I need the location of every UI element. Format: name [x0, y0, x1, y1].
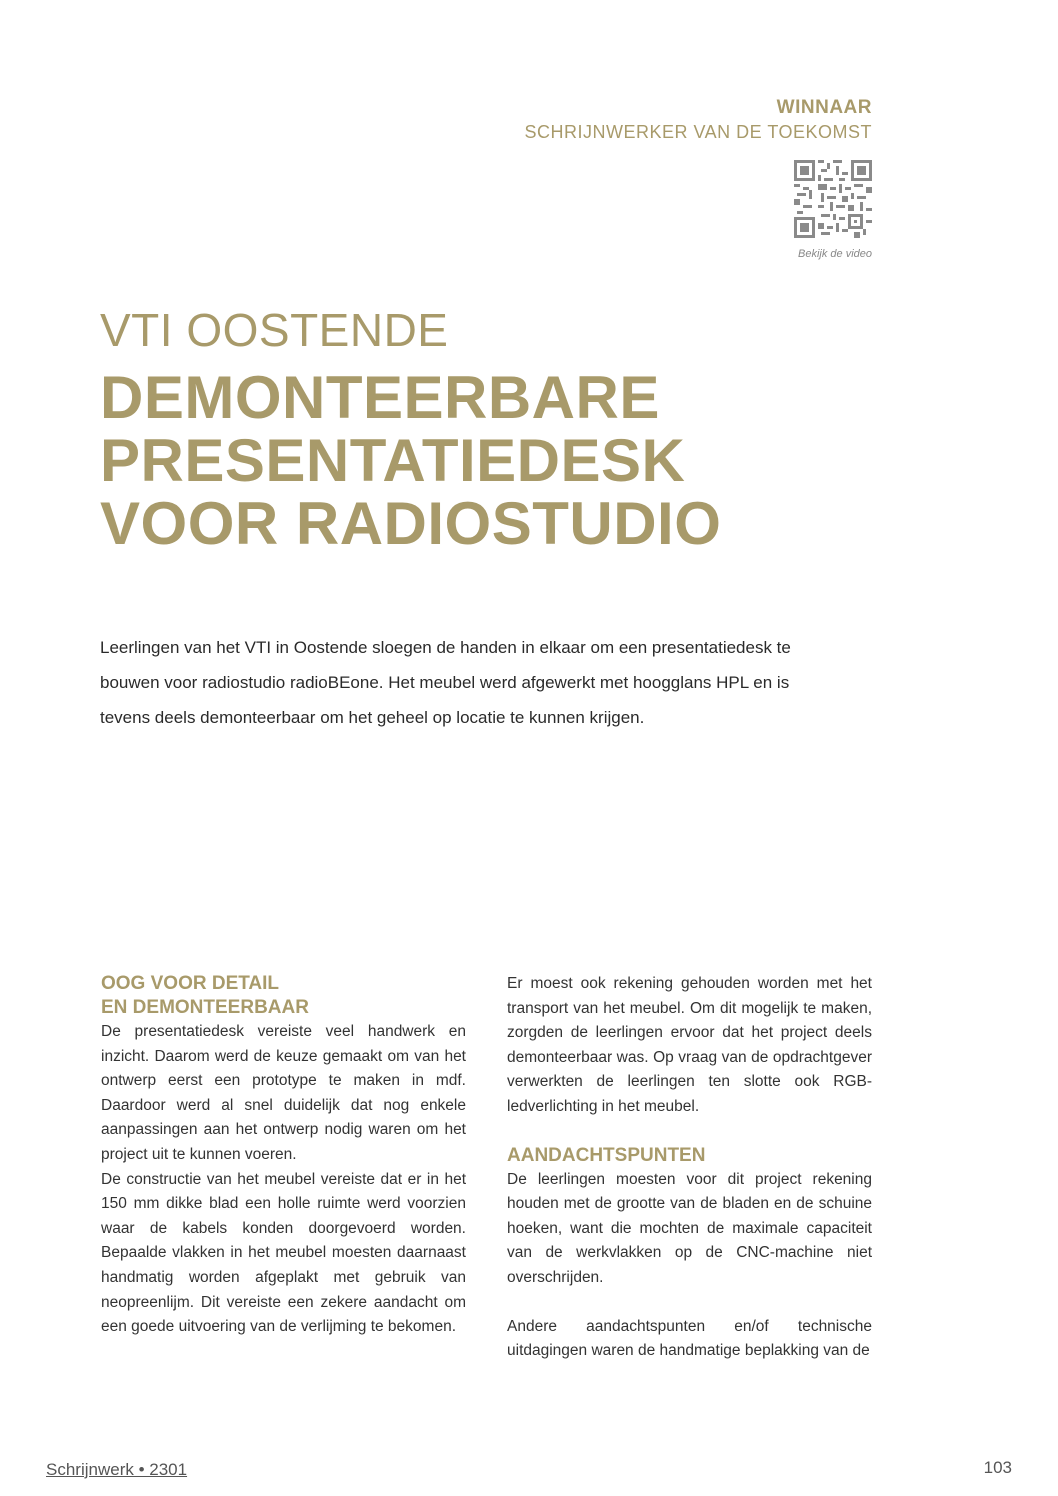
award-subtitle: SCHRIJNWERKER VAN DE TOEKOMST	[524, 122, 872, 142]
section-title-line-1: OOG VOOR DETAIL	[101, 973, 280, 994]
qr-caption: Bekijk de video	[798, 248, 872, 260]
qr-code-icon[interactable]	[794, 160, 872, 238]
left-column	[101, 972, 466, 1340]
intro-paragraph: Leerlingen van het VTI in Oostende sloegen de handen in elkaar om een presentatiedesk te bouwen voor radiostudio radioBEone. Het meubel werd afgewerkt met hoogglans HPL en is tevens deels demonteerbaar om het geheel op locatie te kunnen krijgen.	[100, 638, 791, 727]
title-line-2: PRESENTATIEDESK	[100, 427, 686, 494]
right-column	[507, 972, 872, 1364]
title-line-3: VOOR RADIOSTUDIO	[100, 490, 722, 557]
body-paragraph: Andere aandachtspunten en/of technische uitdagingen waren de handmatige beplakking van de	[507, 1317, 872, 1360]
award-title: WINNAAR	[776, 97, 872, 118]
body-paragraph: De presentatiedesk vereiste veel handwerk en inzicht. Daarom werd de keuze gemaakt om van het ontwerp eerst een prototype te maken in mdf. Daardoor werd al snel duidelijk dat nog enkele aanpassingen aan het ontwerp nodig waren om het project uit te kunnen voeren.	[101, 1023, 466, 1163]
body-paragraph: Er moest ook rekening gehouden worden met het transport van het meubel. Om dit mogelijk te maken, zorgden de leerlingen ervoor dat het project deels demonteerbaar was. Op vraag van de opdrachtgever verwerkten de leerlingen ten slotte ook RGB-ledverlichting in het meubel.	[507, 975, 872, 1115]
page-number: 103	[983, 1458, 1012, 1477]
body-paragraph: De leerlingen moesten voor dit project rekening houden met de grootte van de bladen en de schuine hoeken, want die mochten de maximale capaciteit van de werkvlakken op de CNC-machine niet overschrijden.	[507, 1170, 872, 1286]
body-paragraph: De constructie van het meubel vereiste dat er in het 150 mm dikke blad een holle ruimte werd voorzien waar de kabels konden doorgevoerd worden. Bepaalde vlakken in het meubel moesten daarnaast handmatig worden afgeplakt met gebruik van neopreenlijm. Dit vereiste een zekere aandacht om een goede uitvoering van de verlijming te bekomen.	[101, 1170, 466, 1336]
school-name: VTI OOSTENDE	[100, 304, 449, 356]
award-block	[524, 96, 872, 144]
section-title-line-2: EN DEMONTEERBAAR	[101, 997, 309, 1018]
section-title-detail	[101, 972, 466, 1020]
page-title	[100, 366, 721, 555]
section-title-aandachtspunten: AANDACHTSPUNTEN	[507, 1144, 706, 1166]
magazine-footer-link[interactable]: Schrijnwerk • 2301	[46, 1460, 188, 1479]
title-line-1: DEMONTEERBARE	[100, 364, 660, 431]
